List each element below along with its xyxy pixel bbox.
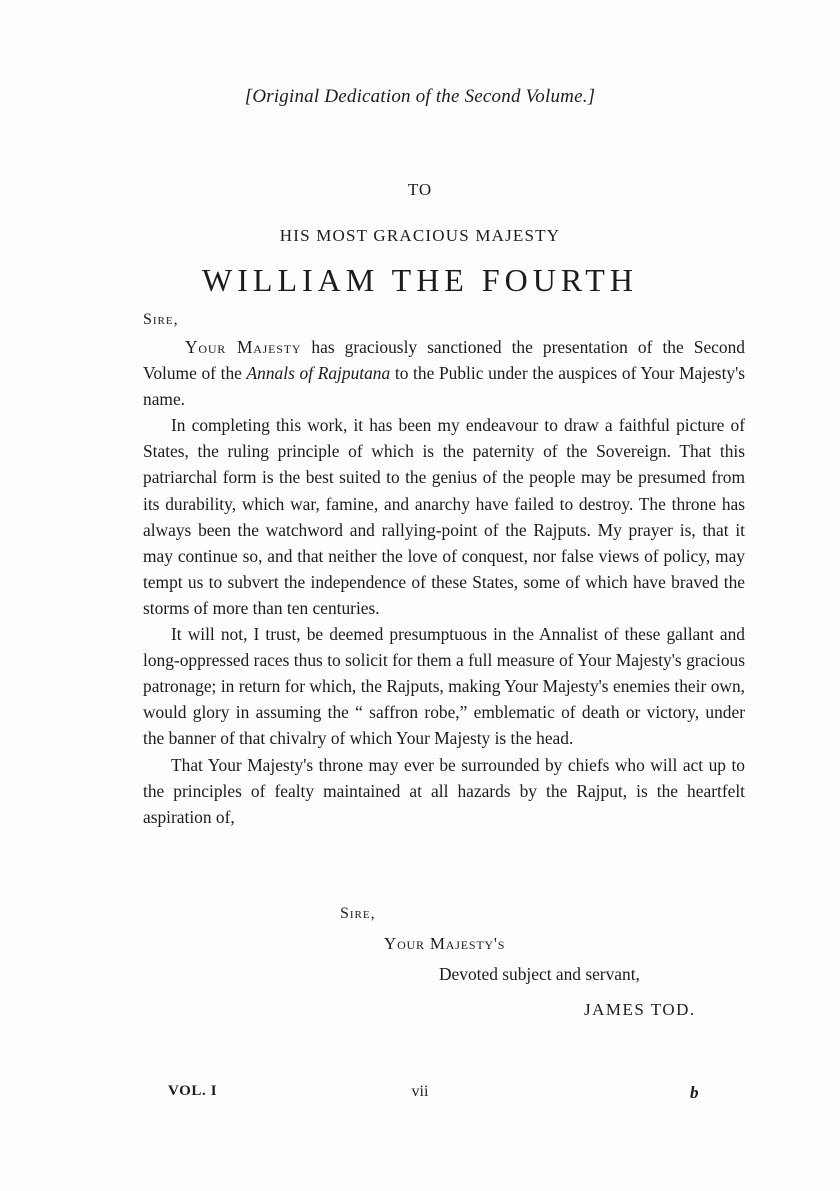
- paragraph-1-lead: Your Majesty: [185, 337, 302, 357]
- majesty-line: HIS MOST GRACIOUS MAJESTY: [279, 226, 561, 245]
- closing-sire: Sire,: [340, 905, 376, 922]
- king-name: WILLIAM THE FOURTH: [202, 262, 638, 298]
- author-signature: JAMES TOD.: [584, 1000, 696, 1019]
- footer-signature-mark: b: [690, 1083, 699, 1102]
- salutation: Sire,: [143, 311, 179, 328]
- closing-majesty: Your Majesty's: [384, 934, 506, 953]
- paragraph-1-text-b: to the Public under the auspices of Your Majesty's name.: [143, 363, 745, 410]
- paragraph-3: It will not, I trust, be deemed presumptuous in the Annalist of these gallant and long-oppressed races thus to solicit for them a full measure of Your Majesty's gracious patronage; in return for which, the Rajputs, making Your Majesty's enemies their own, would glory in assuming the “ saffron robe,” emblematic of death or victory, under the banner of that chivalry of which Your Majesty is the head.: [143, 624, 745, 749]
- to-line: TO: [407, 180, 433, 199]
- book-title: Annals of Rajputana: [246, 363, 391, 384]
- dedication-note: [Original Dedication of the Second Volume.]: [244, 86, 596, 107]
- footer-page-number: vii: [411, 1083, 429, 1100]
- paragraph-2: In completing this work, it has been my endeavour to draw a faithful picture of States, the ruling principle of which is the paternity of the Sovereign. That this patriarchal form is the best suited to the genius of the people may be presumed from its durability, which war, famine, and anarchy have failed to destroy. The throne has always been the watchword and rallying-point of the Rajputs. My prayer is, that it may continue so, and that neither the love of conquest, nor false views of policy, may tempt us to subvert the independence of these States, some of which have braved the storms of more than ten centuries.: [143, 415, 745, 618]
- dedication-body: [143, 334, 745, 830]
- footer-volume: VOL. I: [168, 1083, 218, 1099]
- paragraph-4: That Your Majesty's throne may ever be surrounded by chiefs who will act up to the principles of fealty maintained at all hazards by the Rajput, is the heartfelt aspiration of,: [143, 754, 745, 827]
- paragraph-1: [143, 334, 745, 412]
- paragraph-1-text-a: has graciously sanctioned the presentation of the Second Volume of the: [143, 337, 745, 384]
- closing-devoted: Devoted subject and servant,: [439, 964, 640, 984]
